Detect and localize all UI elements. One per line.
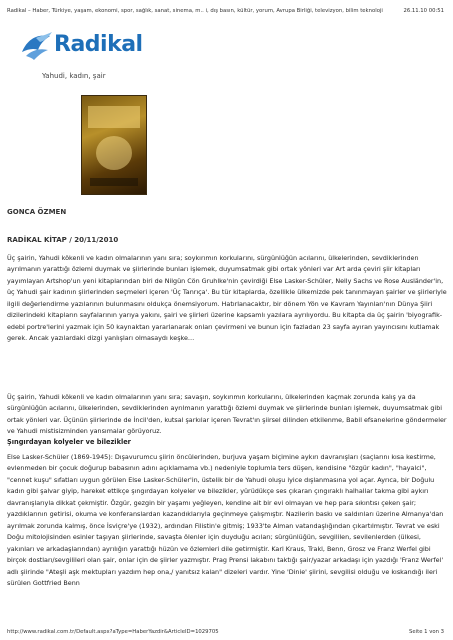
article-source: RADİKAL KİTAP / 20/11/2010 [7, 236, 119, 244]
article-paragraph-1: Üç şairin, Yahudi kökenli ve kadın olmalarının yanı sıra; soykırımın korkularını, sürgünlüğün acılarını, ülkelerinden, sevdiklerinden ayrılmanın yarattığı özlemi duymak ve şiirlerinde bunları işlemek, duyumsatmak gibi ortak yönleri var Art arda çeviri şiir kitapları yayımlayan Artshop'un yeni kitaplarından biri de Nilgün Cön Gruhlke'nin çevirdiği Else Lasker-Schüler, Nelly Sachs ve Rose Ausländer'in, üç Yahudi şair kadının şiirlerinden seçmeleri içeren 'Üç Tanrıça'. Bu tür kitaplarda, özellikle ülkemizde pek tanınmayan şairler ve şiirleriyle ilgili değerlendirme yazılarının bulunmasını oldukça önemsiyorum. Hatırlanacaktır, bir dönem Yön ve Kavram Yayınları'nın Dünya Şiiri dizilerindeki kitapların sayfalarının yarıya yakını, şairi ve şiirleri üzerine kapsamlı yazılara ayrılıyordu. Bu kitapta da üç şairin 'biyografik-edebi portre'lerini yazmak için 50 kaynaktan yararlanarak onları çevirmeni ve bunun için fazladan 23 sayfa ayıran yayıncısını kutlamak gerek. Ancak yazılardaki dizgi yanlışları olmasaydı keşke… [7, 254, 447, 343]
bird-logo-icon [20, 30, 54, 64]
article-author: GONCA ÖZMEN [7, 208, 67, 216]
print-footer-url: http://www.radikal.com.tr/Default.aspx?aType=HaberYazdir&ArticleID=1029705 [7, 629, 219, 635]
article-subheading: Şıngırdayan kolyeler ve bilezikler [7, 438, 131, 446]
print-header-timestamp: 26.11.10 00:51 [403, 8, 444, 14]
print-footer-page-indicator: Seite 1 von 3 [409, 629, 444, 635]
article-paragraph-3: Else Lasker-Schüler (1869-1945): Dışavurumcu şiirin öncülerinden, burjuva yaşam biçimine aykırı davranışları (saçlarını kısa kestirme, evlenmeden bir çocuk doğurup babasının adını açıklamama vb.) nedeniyle toplumla ters düşen, kendisine "özgür kadın", "hayalci", "cennet kuşu" sıfatları uygun görülen Else Lasker-Schüler'in, üstelik bir de Yahudi oluşu iyice dışlanmasına yol açar. Ayrıca, bir Doğulu kadın gibi şalvar giyip, hareket ettikçe şıngırdayan kolyeler ve bilezikler, yürüdükçe ses çıkaran çıngıraklı halhallar takma gibi aykırı davranışlarıyla dikkat çekmiştir. Özgür, gezgin bir yaşamı yeğleyen, kendine ait bir evi olmayan ve hep para sıkıntısı çeken şair; yazdıklarının getirisi, okuma ve konferanslardan kazandıklarıyla geçinmeye çalışmıştır. Nazilerin baskı ve saldırıları üzerine Almanya'dan ayrılmak zorunda kalmış, önce İsviçre'ye (1932), ardından Filistin'e gitmiş; 1933'te Alman vatandaşlığından çıkartılmıştır. Tevrat ve eski Doğu mitolojisinden esinler taşıyan şiirlerinde, savaşta ölenler için duyduğu acıları; sürgünlüğün, sevgililen, sevilenlerden (ülkesi, yakınları ve arkadaşlarından) ayrılığın yarattığı hüzün ve özlemleri dile getirmiştir. Karl Kraus, Trakl, Benn, Grosz ve Franz Werfel gibi birçok dostları/sevgilileri olan şair, onlar için de şiirler yazmıştır. Prag Prensi lakabını taktığı şair/yazar arkadaşı için yazdığı 'Franz Werfel' adlı şiirinde "Ateşli aşk mektupları yazdım hep ona,/ yanıtsız kalan" dizeleri vardır. Yine 'Dinie' şiirini, sevgilisi olduğu ve kıskandığı ileri sürülen Gottfried Benn [7, 453, 444, 587]
logo-text: Radikal [54, 32, 143, 57]
radikal-logo [20, 30, 143, 64]
article-paragraph-2: Üç şairin, Yahudi kökenli ve kadın olmalarının yanı sıra; savaşın, soykırımın korkularını, ülkelerinden kaçmak zorunda kalış ya da sürgünlüğün acılarını, ülkelerinden, sevdiklerinden ayrılmanın yarattığı özlemi duymak ve şiirlerinde bunları işlemek, duyumsatmak gibi ortak yönleri var. Üçünün şiirlerinde de İncil'den, kutsal şarkılar içeren Tevrat'ın şiirsel dilinden etkilenme, Babil efsanelerine göndermeler ve Yahudi mistisizminden yansımalar görüyoruz. [7, 393, 447, 436]
print-header-title: Radikal – Haber, Türkiye, yaşam, ekonomi, spor, sağlık, sanat, sinema, m.. i, dış basın, kültür, yorum, Avrupa Birliği, televizyon, bilim teknoloji [7, 8, 383, 14]
book-cover-image [81, 95, 147, 195]
article-title: Yahudi, kadın, şair [42, 72, 106, 80]
